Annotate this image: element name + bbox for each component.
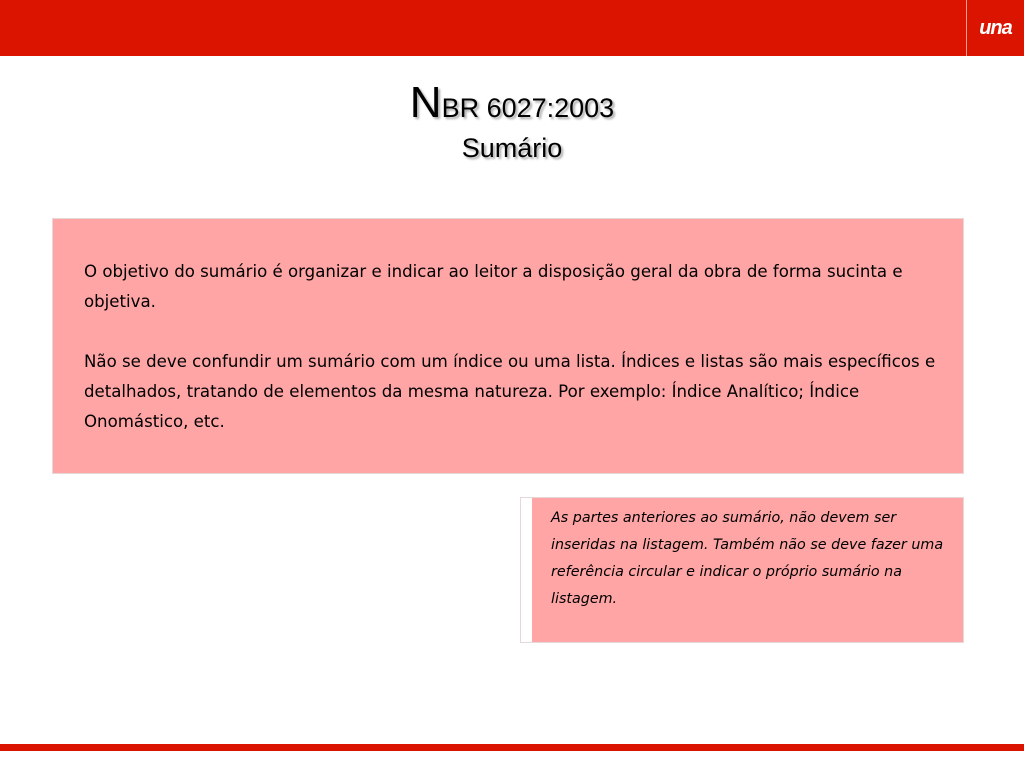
una-logo (966, 0, 1024, 56)
logo-text: una (979, 16, 1012, 39)
note-text: As partes anteriores ao sumário, não devem ser inseridas na listagem. Também não se deve fazer uma referência circular e indicar o próprio sumário na listagem. (551, 510, 944, 607)
main-text (84, 257, 954, 437)
paragraph-index-distinction: Não se deve confundir um sumário com um índice ou uma lista. Índices e listas são mais específicos e detalhados, tratando de elementos da mesma natureza. Por exemplo: Índice Analítico; Índice Onomástico, etc. (84, 352, 936, 431)
footer-bar (0, 744, 1024, 751)
page-subtitle: Sumário (461, 133, 563, 163)
paragraph-objective: O objetivo do sumário é organizar e indicar ao leitor a disposição geral da obra de forma sucinta e objetiva. (84, 262, 903, 311)
note-box-white-strip (521, 498, 532, 642)
title-line (0, 76, 1024, 135)
main-content-box (52, 218, 964, 474)
title-rest: BR 6027:2003 (441, 93, 615, 123)
header-bar (0, 0, 1024, 56)
note-box (520, 497, 964, 643)
page-title (0, 76, 1024, 163)
title-initial: N (409, 78, 442, 127)
